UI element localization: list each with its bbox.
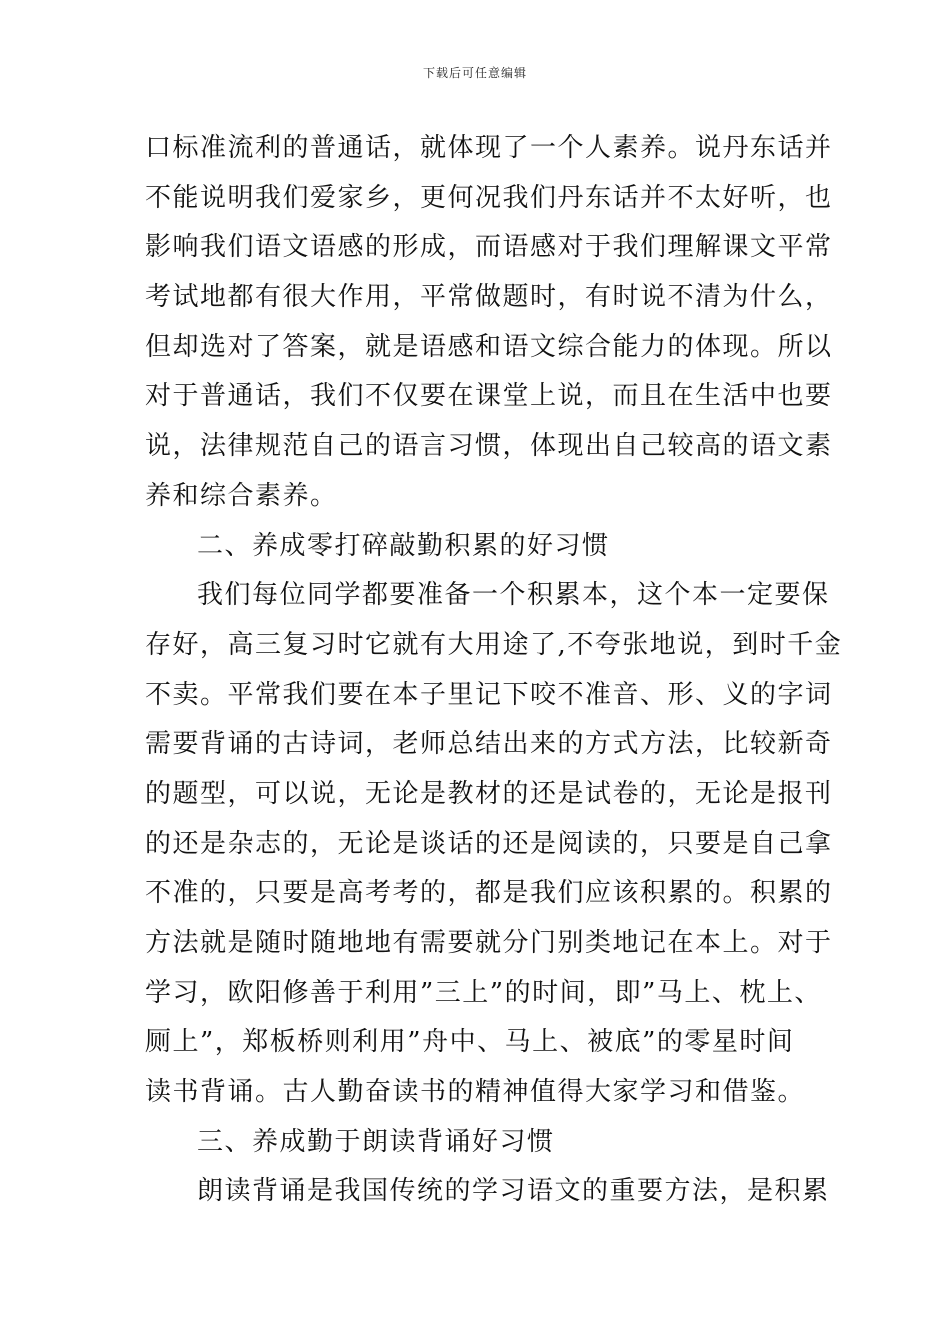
- paragraph-line: 需要背诵的古诗词，老师总结出来的方式方法，比较新奇: [145, 729, 833, 760]
- paragraph-line: 朗读背诵是我国传统的学习语文的重要方法，是积累: [197, 1176, 830, 1207]
- paragraph-line: 考试地都有很大作用，平常做题时，有时说不清为什么，: [145, 282, 833, 313]
- section-heading: 三、养成勤于朗读背诵好习惯: [197, 1126, 555, 1157]
- paragraph-line: 不能说明我们爱家乡，更何况我们丹东话并不太好听，也: [145, 182, 833, 213]
- paragraph-line: 不准的，只要是高考考的，都是我们应该积累的。积累的: [145, 878, 833, 909]
- paragraph-line: 读书背诵。古人勤奋读书的精神值得大家学习和借鉴。: [145, 1077, 806, 1108]
- paragraph-line: 影响我们语文语感的形成，而语感对于我们理解课文平常: [145, 232, 833, 263]
- document-body: [145, 124, 845, 1217]
- section-heading: 二、养成零打碎敲勤积累的好习惯: [197, 530, 610, 561]
- paragraph-line: 对于普通话，我们不仅要在课堂上说，而且在生活中也要: [145, 381, 833, 412]
- paragraph-line: 说，法律规范自己的语言习惯，体现出自己较高的语文素: [145, 431, 833, 462]
- paragraph-line: 养和综合素养。: [145, 480, 338, 511]
- paragraph-line: 不卖。平常我们要在本子里记下咬不准音、形、义的字词: [145, 679, 833, 710]
- paragraph-line: 厕上”，郑板桥则利用”舟中、马上、被底”的零星时间: [145, 1027, 795, 1058]
- header-note: 下载后可任意编辑: [422, 66, 527, 80]
- paragraph-line: 的题型，可以说，无论是教材的还是试卷的，无论是报刊: [145, 778, 833, 809]
- paragraph-line: 但却选对了答案，就是语感和语文综合能力的体现。所以: [145, 331, 833, 362]
- paragraph-line: 的还是杂志的，无论是谈话的还是阅读的，只要是自己拿: [145, 828, 833, 859]
- paragraph-line: 方法就是随时随地地有需要就分门别类地记在本上。对于: [145, 928, 833, 958]
- paragraph-line: 口标准流利的普通话，就体现了一个人素养。说丹东话并: [145, 133, 833, 163]
- paragraph-line: 我们每位同学都要准备一个积累本，这个本一定要保: [197, 580, 830, 611]
- paragraph-line: 学习，欧阳修善于利用”三上”的时间，即”马上、枕上、: [145, 977, 822, 1008]
- paragraph-line: 存好，高三复习时它就有大用途了,不夸张地说，到时千金: [145, 629, 843, 660]
